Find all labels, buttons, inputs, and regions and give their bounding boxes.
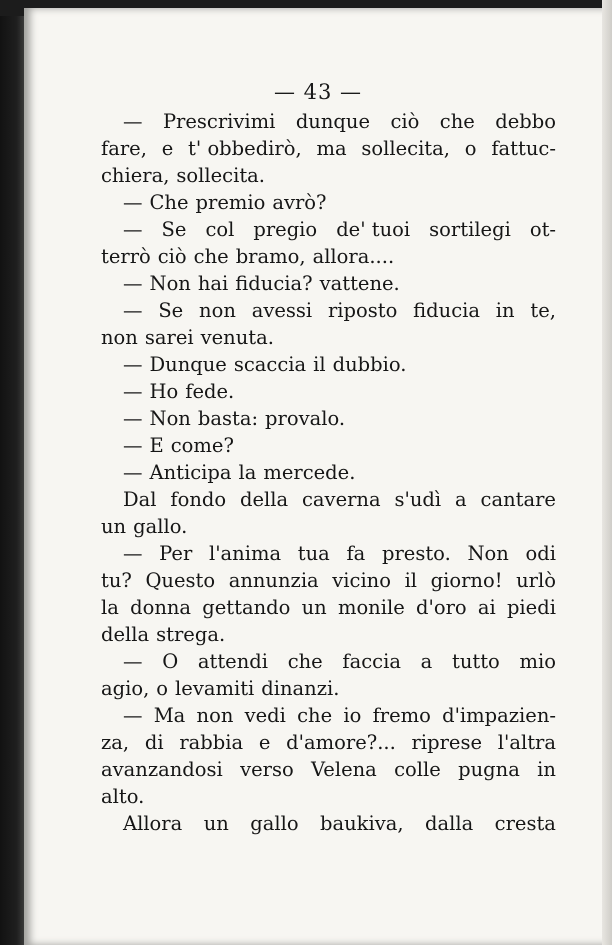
word: Dal bbox=[123, 488, 157, 511]
word: ot- bbox=[529, 218, 556, 241]
word: d'oro bbox=[415, 596, 467, 619]
word: Se bbox=[161, 218, 187, 241]
word: e bbox=[258, 731, 271, 754]
text-line bbox=[101, 621, 556, 648]
word: attendi bbox=[197, 650, 268, 673]
word: piedi bbox=[506, 596, 556, 619]
word: E bbox=[149, 434, 164, 457]
word: sollecita, bbox=[361, 137, 450, 160]
word: scaccia bbox=[233, 353, 307, 376]
word: gallo bbox=[250, 812, 299, 835]
text-line bbox=[101, 729, 556, 756]
word: donna bbox=[130, 596, 192, 619]
text-line bbox=[101, 189, 556, 216]
word: alto. bbox=[101, 785, 145, 808]
word: dubbio. bbox=[332, 353, 407, 376]
word: tua bbox=[297, 542, 330, 565]
word: ai bbox=[477, 596, 496, 619]
word: — bbox=[123, 434, 143, 457]
text-line bbox=[101, 594, 556, 621]
word: Ma bbox=[153, 704, 186, 727]
word: — bbox=[123, 299, 143, 322]
text-line bbox=[101, 270, 556, 297]
word: za, bbox=[101, 731, 130, 754]
word: l'altra bbox=[497, 731, 556, 754]
word: un bbox=[301, 596, 327, 619]
word: l'anima bbox=[208, 542, 282, 565]
word: fondo bbox=[170, 488, 227, 511]
word: riposto bbox=[327, 299, 398, 322]
word: non bbox=[101, 326, 138, 349]
word: che bbox=[193, 245, 229, 268]
word: fede. bbox=[185, 380, 235, 403]
word: tu? bbox=[101, 569, 132, 592]
word: Non bbox=[467, 542, 509, 565]
word: vattene. bbox=[319, 272, 400, 295]
word: Per bbox=[159, 542, 193, 565]
word: ciò bbox=[390, 110, 420, 133]
word: Dunque bbox=[149, 353, 227, 376]
word: non bbox=[196, 704, 234, 727]
word: riprese bbox=[411, 731, 482, 754]
word: la bbox=[101, 596, 119, 619]
word: verso bbox=[240, 758, 294, 781]
text-line bbox=[101, 486, 556, 513]
word: il bbox=[313, 353, 326, 376]
word: la bbox=[238, 461, 257, 484]
word: faccia bbox=[342, 650, 401, 673]
word: presto. bbox=[381, 542, 451, 565]
word: fa bbox=[346, 542, 366, 565]
word: cresta bbox=[494, 812, 556, 835]
word: baukiva, bbox=[320, 812, 404, 835]
word: Allora bbox=[123, 812, 183, 835]
word: Se bbox=[158, 299, 184, 322]
text-line bbox=[101, 432, 556, 459]
word: dalla bbox=[425, 812, 474, 835]
word: io bbox=[343, 704, 362, 727]
word: debbo bbox=[495, 110, 556, 133]
text-line bbox=[101, 756, 556, 783]
word: fremo bbox=[372, 704, 431, 727]
word: Velena bbox=[311, 758, 377, 781]
word: odi bbox=[525, 542, 556, 565]
word: che bbox=[439, 110, 475, 133]
word: cantare bbox=[480, 488, 556, 511]
word: t' obbedirò, bbox=[188, 137, 302, 160]
word: Non bbox=[149, 407, 191, 430]
word: di bbox=[144, 731, 164, 754]
word: Prescrivimi bbox=[162, 110, 276, 133]
word: vedi bbox=[244, 704, 286, 727]
word: rabbia bbox=[179, 731, 244, 754]
word: mio bbox=[519, 650, 556, 673]
word: che bbox=[287, 650, 323, 673]
word: bramo, bbox=[235, 245, 306, 268]
word: come? bbox=[170, 434, 234, 457]
word: in bbox=[495, 299, 515, 322]
text-line bbox=[101, 297, 556, 324]
word: avessi bbox=[251, 299, 313, 322]
word: annunzia bbox=[228, 569, 319, 592]
word: Non bbox=[149, 272, 191, 295]
word: avrò? bbox=[272, 191, 327, 214]
word: e bbox=[161, 137, 174, 160]
word: terrò bbox=[101, 245, 151, 268]
word: giorno! bbox=[430, 569, 503, 592]
page-edge bbox=[602, 0, 612, 945]
word: in bbox=[537, 758, 556, 781]
word: un bbox=[101, 515, 127, 538]
word: della bbox=[101, 623, 150, 646]
text-line bbox=[101, 513, 556, 540]
word: un bbox=[203, 812, 229, 835]
text-line bbox=[101, 783, 556, 810]
word: a bbox=[420, 650, 433, 673]
word: sortilegi bbox=[429, 218, 511, 241]
word: agio, bbox=[101, 677, 150, 700]
text-line bbox=[101, 567, 556, 594]
word: pugna bbox=[458, 758, 520, 781]
word: — bbox=[123, 380, 143, 403]
text-line bbox=[101, 540, 556, 567]
word: o bbox=[464, 137, 477, 160]
word: mercede. bbox=[263, 461, 356, 484]
word: — bbox=[123, 542, 143, 565]
text-line bbox=[101, 162, 556, 189]
word: ma bbox=[316, 137, 347, 160]
word: — bbox=[123, 407, 143, 430]
word: venuta. bbox=[200, 326, 274, 349]
page-number: — 43 — bbox=[273, 80, 363, 104]
word: dinanzi. bbox=[261, 677, 340, 700]
word: chiera, bbox=[101, 164, 170, 187]
word: colle bbox=[394, 758, 441, 781]
word: te, bbox=[530, 299, 556, 322]
word: dunque bbox=[295, 110, 371, 133]
word: d'amore?... bbox=[286, 731, 396, 754]
text-line bbox=[101, 108, 556, 135]
word: a bbox=[455, 488, 467, 511]
word: monile bbox=[337, 596, 405, 619]
word: Questo bbox=[145, 569, 216, 592]
text-line bbox=[101, 702, 556, 729]
text-line bbox=[101, 135, 556, 162]
word: hai bbox=[197, 272, 229, 295]
word: della bbox=[240, 488, 289, 511]
word: che bbox=[297, 704, 333, 727]
word: levamiti bbox=[175, 677, 255, 700]
text-line bbox=[101, 459, 556, 486]
word: s'udì bbox=[394, 488, 442, 511]
word: gallo. bbox=[133, 515, 188, 538]
word: O bbox=[162, 650, 179, 673]
word: caverna bbox=[302, 488, 381, 511]
word: Che bbox=[149, 191, 189, 214]
word: o bbox=[156, 677, 169, 700]
text-line bbox=[101, 324, 556, 351]
word: allora.... bbox=[312, 245, 395, 268]
word: — bbox=[123, 110, 143, 133]
text-line bbox=[101, 810, 556, 837]
word: avanzandosi bbox=[101, 758, 223, 781]
word: pregio bbox=[253, 218, 318, 241]
word: sollecita. bbox=[176, 164, 265, 187]
word: fiducia bbox=[413, 299, 480, 322]
text-line bbox=[101, 243, 556, 270]
word: — bbox=[123, 461, 143, 484]
word: fattuc- bbox=[491, 137, 556, 160]
word: fare, bbox=[101, 137, 147, 160]
text-line bbox=[101, 378, 556, 405]
word: premio bbox=[195, 191, 266, 214]
text-line bbox=[101, 351, 556, 378]
word: d'impazien- bbox=[442, 704, 556, 727]
word: — bbox=[123, 218, 143, 241]
word: urlò bbox=[516, 569, 556, 592]
word: — bbox=[123, 191, 143, 214]
word: vicino bbox=[332, 569, 391, 592]
body-text bbox=[101, 108, 556, 837]
word: Ho bbox=[149, 380, 179, 403]
text-line bbox=[101, 675, 556, 702]
word: ciò bbox=[157, 245, 187, 268]
word: — bbox=[123, 272, 143, 295]
word: Anticipa bbox=[149, 461, 232, 484]
text-line bbox=[101, 648, 556, 675]
book-spine bbox=[0, 0, 24, 945]
word: — bbox=[123, 650, 143, 673]
word: tutto bbox=[451, 650, 500, 673]
word: strega. bbox=[156, 623, 226, 646]
word: fiducia? bbox=[235, 272, 313, 295]
word: il bbox=[404, 569, 418, 592]
word: col bbox=[205, 218, 235, 241]
word: de' tuoi bbox=[336, 218, 411, 241]
word: non bbox=[199, 299, 236, 322]
word: — bbox=[123, 353, 143, 376]
word: sarei bbox=[144, 326, 194, 349]
word: — bbox=[123, 704, 143, 727]
word: gettando bbox=[202, 596, 291, 619]
word: provalo. bbox=[265, 407, 346, 430]
book-page bbox=[24, 8, 612, 945]
text-line bbox=[101, 405, 556, 432]
text-line bbox=[101, 216, 556, 243]
word: basta: bbox=[197, 407, 259, 430]
